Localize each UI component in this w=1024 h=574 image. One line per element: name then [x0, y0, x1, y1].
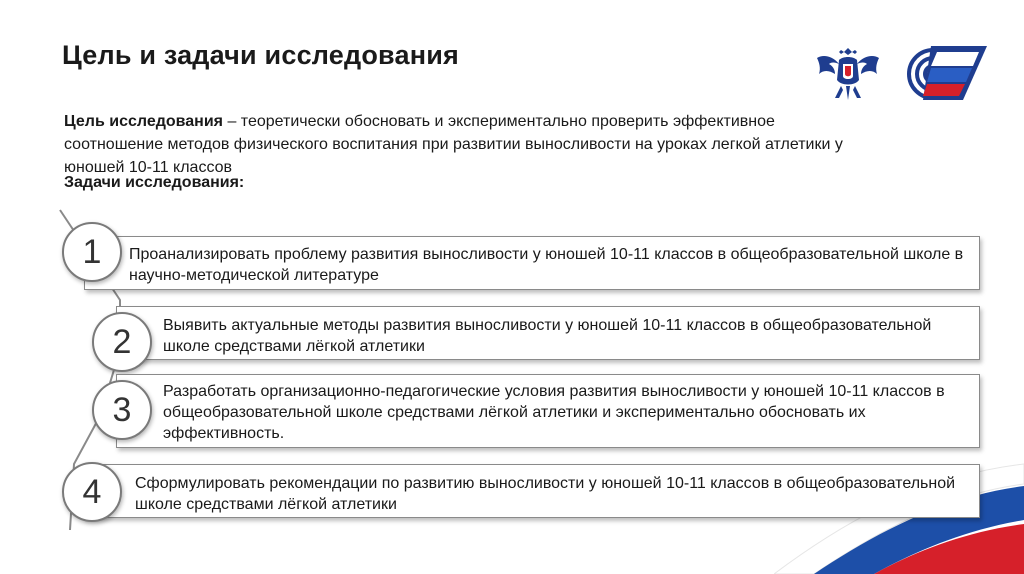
- task-box-4: [84, 464, 980, 518]
- task-box-2: [116, 306, 980, 360]
- task-text-2: Выявить актуальные методы развития выносливости у юношей 10-11 классов в общеобразовательной школе средствами лёгкой атлетики: [163, 317, 932, 355]
- task-number-1: 1: [62, 222, 122, 282]
- task-number-2: 2: [92, 312, 152, 372]
- task-box-3: [116, 374, 980, 448]
- goal-text: – теоретически обосновать и экспериментально проверить эффективное соотношение методов физического воспитания при развитии выносливости на уроках легкой атлетики у юношей 10-11 классов: [64, 113, 843, 176]
- university-logo-icon: [893, 42, 989, 104]
- task-box-1: [84, 236, 980, 290]
- task-number-3: 3: [92, 380, 152, 440]
- goal-label: Цель исследования: [64, 113, 223, 130]
- task-text-4: Сформулировать рекомендации по развитию выносливости у юношей 10-11 классов в общеобразовательной школе средствами лёгкой атлетики: [135, 475, 956, 513]
- tasks-title: Задачи исследования:: [64, 174, 245, 191]
- slide-title: Цель и задачи исследования: [62, 40, 459, 70]
- task-number-4: 4: [62, 462, 122, 522]
- task-text-3: Разработать организационно-педагогические условия развития выносливости у юношей 10-11 классов в общеобразовательной школе средствами лёгкой атлетики и экспериментально обосновать их эффективность.: [163, 383, 945, 442]
- eagle-emblem-icon: [813, 40, 883, 106]
- task-text-1: Проанализировать проблему развития выносливости у юношей 10-11 классов в общеобразовательной школе в научно-методической литературе: [129, 246, 964, 284]
